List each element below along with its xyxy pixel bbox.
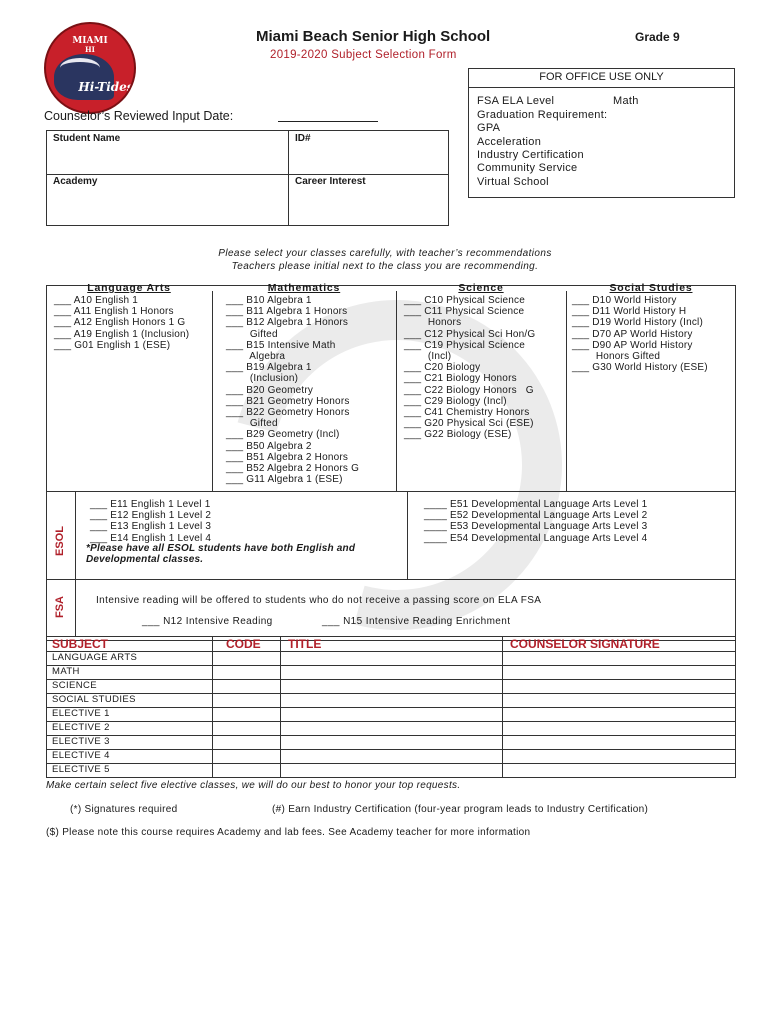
course-option-cont: Honors Gifted [572, 351, 661, 363]
course-option[interactable]: ___ C10 Physical Science [404, 295, 525, 306]
course-option-cont: Gifted [226, 418, 278, 430]
course-option[interactable]: ____ E54 Developmental Language Arts Level 4 [424, 532, 648, 544]
course-option[interactable]: ___ E14 English 1 Level 4 [90, 532, 212, 544]
table-row: ELECTIVE 4 [52, 750, 110, 761]
esol-note [86, 543, 355, 565]
code-header: CODE [226, 637, 261, 651]
course-option[interactable]: ___ C19 Physical Science [404, 339, 525, 351]
course-option[interactable]: ___ A11 English 1 Honors [54, 306, 174, 318]
course-option[interactable]: ___ G20 Physical Sci (ESE) [404, 418, 534, 430]
fsa-option-n15[interactable]: ___ N15 Intensive Reading Enrichment [322, 616, 511, 627]
table-row: SCIENCE [52, 680, 98, 691]
table-row: SOCIAL STUDIES [52, 694, 136, 705]
table-row: LANGUAGE ARTS [52, 652, 138, 663]
math-label: Math [613, 95, 639, 107]
course-option[interactable]: ___ C41 Chemistry Honors [404, 407, 530, 419]
instruction-line: Please select your classes carefully, with teacher’s recommendations [218, 248, 552, 259]
elective-note: Make certain select five elective classes, we will do our best to honor your top requests. [46, 780, 461, 791]
mathematics-heading: Mathematics [267, 282, 341, 294]
course-option[interactable]: ___ A19 English 1 (Inclusion) [54, 328, 190, 340]
counselor-date-field[interactable] [278, 121, 378, 122]
course-option-cont: Honors [404, 317, 462, 329]
course-option[interactable]: ___ E12 English 1 Level 2 [90, 510, 212, 522]
fsa-text: Intensive reading will be offered to students who do not receive a passing score on ELA FSA [96, 595, 542, 606]
signatures-note: (*) Signatures required [70, 804, 178, 815]
office-line: GPA [477, 122, 501, 134]
grade-label: Grade 9 [635, 30, 680, 44]
title-header: TITLE [288, 637, 322, 651]
course-option[interactable]: ___ B52 Algebra 2 Honors G [226, 463, 360, 475]
course-option-cont: Gifted [226, 328, 278, 340]
course-option[interactable]: ___ G22 Biology (ESE) [404, 429, 512, 441]
course-option[interactable]: ___ D19 World History (Incl) [572, 317, 704, 329]
course-option[interactable]: ____ E51 Developmental Language Arts Level 1 [424, 499, 648, 510]
course-option[interactable]: ___ C21 Biology Honors [404, 373, 517, 385]
course-option-cont: (Incl) [404, 351, 452, 363]
course-option[interactable]: ___ G01 English 1 (ESE) [54, 339, 171, 351]
course-option[interactable]: ___ D90 AP World History [572, 339, 693, 351]
course-option[interactable]: ___ G11 Algebra 1 (ESE) [226, 474, 343, 486]
course-option[interactable]: ___ D11 World History H [572, 306, 687, 318]
counselor-signature-header: COUNSELOR SIGNATURE [510, 637, 660, 651]
course-option[interactable]: ___ A12 English Honors 1 G [54, 317, 186, 329]
course-option[interactable]: ___ B22 Geometry Honors [226, 407, 350, 419]
wave-foam [60, 58, 100, 78]
id-field[interactable] [290, 146, 446, 174]
course-option[interactable]: ___ B50 Algebra 2 [226, 440, 312, 452]
science-heading: Science [458, 282, 504, 294]
course-option-cont: Algebra [226, 351, 286, 363]
course-option[interactable]: ___ C29 Biology (Incl) [404, 395, 507, 407]
mathematics-list [226, 295, 359, 485]
course-option[interactable]: ___ B29 Geometry (Incl) [226, 429, 340, 441]
subject-header: SUBJECT [52, 637, 109, 651]
table-row: ELECTIVE 3 [52, 736, 110, 747]
table-row: ELECTIVE 5 [52, 764, 110, 775]
fsa-ela-level-label: FSA ELA Level [477, 95, 555, 107]
course-option[interactable]: ___ B51 Algebra 2 Honors [226, 451, 349, 463]
course-option[interactable]: ___ C22 Biology Honors G [404, 384, 534, 396]
esol-left-list [90, 499, 211, 544]
course-option[interactable]: ___ D10 World History [572, 295, 677, 306]
course-option[interactable]: ___ B12 Algebra 1 Honors [226, 317, 349, 329]
office-line: Community Service [477, 162, 578, 174]
esol-right-list [424, 499, 647, 544]
esol-note-line: Developmental classes. [86, 554, 204, 566]
student-name-label: Student Name [53, 133, 121, 144]
course-option-cont: (Inclusion) [226, 373, 299, 385]
course-option[interactable]: ___ C20 Biology [404, 362, 481, 374]
career-interest-field[interactable] [290, 189, 446, 224]
office-use-heading: FOR OFFICE USE ONLY [468, 68, 735, 88]
fsa-label: FSA [54, 596, 66, 618]
career-interest-label: Career Interest [295, 176, 366, 187]
course-option[interactable]: ___ B19 Algebra 1 [226, 362, 312, 374]
office-line: Acceleration [477, 136, 542, 148]
academy-label: Academy [53, 176, 98, 187]
school-logo [44, 22, 136, 114]
course-option[interactable]: ___ B20 Geometry [226, 384, 314, 396]
course-option[interactable]: ___ C12 Physical Sci Hon/G [404, 328, 536, 340]
counselor-date-label: Counselor’s Reviewed Input Date: [44, 109, 234, 123]
language-arts-heading: Language Arts [87, 282, 171, 294]
table-row: ELECTIVE 2 [52, 722, 110, 733]
office-line: Graduation Requirement: [477, 109, 608, 121]
fsa-option-n12[interactable]: ___ N12 Intensive Reading [142, 616, 273, 627]
office-line: Virtual School [477, 176, 549, 188]
school-title: Miami Beach Senior High School [256, 28, 491, 45]
language-arts-list [54, 295, 189, 351]
course-option[interactable]: ___ B11 Algebra 1 Honors [226, 306, 348, 318]
id-label: ID# [295, 133, 311, 144]
course-option[interactable]: ___ E11 English 1 Level 1 [90, 499, 211, 510]
course-option[interactable]: ___ E13 English 1 Level 3 [90, 521, 212, 533]
course-option[interactable]: ___ G30 World History (ESE) [572, 362, 708, 374]
course-option[interactable]: ___ B21 Geometry Honors [226, 395, 350, 407]
course-option[interactable]: ___ D70 AP World History [572, 328, 693, 340]
industry-note: (#) Earn Industry Certification (four-year program leads to Industry Certification) [272, 804, 649, 815]
course-option[interactable]: ___ B10 Algebra 1 [226, 295, 312, 306]
course-option[interactable]: ___ B15 Intensive Math [226, 339, 336, 351]
instruction-line: Teachers please initial next to the class you are recommending. [231, 261, 539, 272]
esol-label: ESOL [54, 526, 66, 556]
logo-text-mid: HI [85, 45, 95, 54]
form-subtitle: 2019-2020 Subject Selection Form [270, 49, 457, 61]
logo-text-top: MIAMI [72, 36, 108, 46]
science-list [404, 295, 535, 441]
esol-note-line: *Please have all ESOL students have both English and [86, 543, 356, 554]
social-studies-heading: Social Studies [609, 282, 693, 294]
fees-note: ($) Please note this course requires Academy and lab fees. See Academy teacher for more information [46, 827, 531, 838]
office-line: Industry Certification [477, 149, 584, 161]
logo-text-script: Hi-Tides [78, 80, 134, 94]
course-option[interactable]: ____ E53 Developmental Language Arts Level 3 [424, 521, 648, 533]
social-studies-list [572, 295, 708, 373]
student-name-field[interactable] [48, 146, 286, 174]
table-row: ELECTIVE 1 [52, 708, 110, 719]
course-option[interactable]: ___ A10 English 1 [54, 295, 139, 306]
table-row: MATH [52, 666, 80, 677]
academy-field[interactable] [48, 189, 286, 224]
course-option[interactable]: ___ C11 Physical Science [404, 306, 525, 318]
course-option[interactable]: ____ E52 Developmental Language Arts Level 2 [424, 510, 648, 522]
